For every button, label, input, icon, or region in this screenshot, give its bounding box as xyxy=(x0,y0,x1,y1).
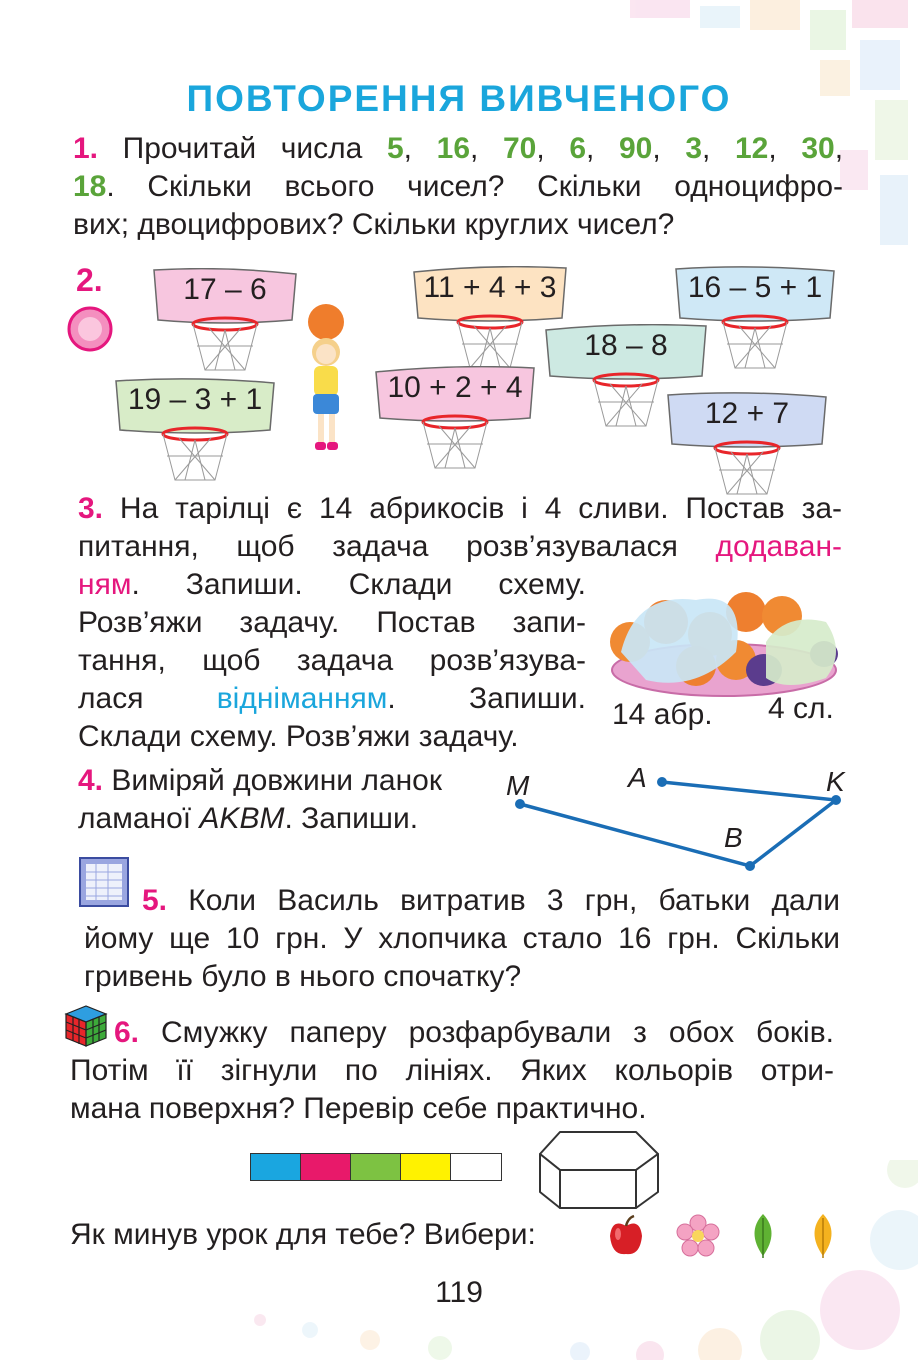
task-number: 5. xyxy=(142,884,168,917)
expression-card xyxy=(372,366,538,478)
task-3-continued: ням. Запиши. Склади схему. Розв’яжи задачу. Постав запи- тання, щоб задача розв’язува- лася відніманням. Запиши. Склади схему. Розв’яжи задачу. xyxy=(78,568,586,753)
girl-basketball-illustration xyxy=(296,300,356,460)
point-a xyxy=(657,777,667,787)
label-a: A xyxy=(628,762,647,793)
expression-card xyxy=(150,268,300,380)
rubiks-cube-icon xyxy=(62,1004,110,1048)
strip-segment xyxy=(350,1153,402,1181)
broken-line-akbm xyxy=(500,760,860,880)
expression-card xyxy=(664,392,830,504)
task-number: 1. xyxy=(73,132,99,165)
task-number: 2. xyxy=(76,262,103,298)
expression-text: 12 + 7 xyxy=(704,397,790,430)
expression-text: 17 – 6 xyxy=(183,273,267,306)
task-4: 4. Виміряй довжини ланок ламаної AKBM. Запиши. xyxy=(78,764,442,835)
strip-segment xyxy=(250,1153,302,1181)
strip-segment xyxy=(300,1153,352,1181)
expression-text: 11 + 4 + 3 xyxy=(423,271,557,304)
label-k: K xyxy=(826,766,845,797)
expression-text: 10 + 2 + 4 xyxy=(387,371,523,404)
page-number: 119 xyxy=(435,1276,483,1309)
strip-segment xyxy=(400,1153,452,1181)
flower-icon[interactable] xyxy=(676,1214,720,1258)
task-3: 3. На тарілці є 14 абрикосів і 4 сливи. Постав за- питання, щоб задача розв’язувалася додаван- xyxy=(78,492,842,563)
task-6: 6. Смужку паперу розфарбували з обох боків. xyxy=(114,1016,834,1049)
task-5: 5. Коли Василь витратив 3 грн, батьки дали xyxy=(142,884,840,917)
yellow-leaf-icon[interactable] xyxy=(806,1212,840,1260)
task-number: 6. xyxy=(114,1016,140,1049)
notebook-icon xyxy=(78,856,130,908)
label-b: B xyxy=(724,822,743,853)
apple-icon[interactable] xyxy=(606,1214,646,1258)
pair-work-icon xyxy=(67,306,113,352)
fruit-plate-illustration xyxy=(606,582,844,702)
task-1: 1. Прочитай числа 5, 16, 70, 6, 90, 3, 12, 30, 18. Скільки всього чисел? Скільки одноцифро- вих; двоцифрових? Скільки круглих чисел? xyxy=(73,132,844,241)
page-title: ПОВТОРЕННЯ ВИВЧЕНОГО xyxy=(186,78,732,119)
strip-segment xyxy=(450,1153,502,1181)
task-number: 4. xyxy=(78,764,104,797)
point-b xyxy=(745,861,755,871)
expression-text: 16 – 5 + 1 xyxy=(687,271,823,304)
self-evaluation-question: Як минув урок для тебе? Вибери: xyxy=(70,1218,536,1251)
task-5-continued: йому ще 10 грн. У хлопчика стало 16 грн. Скільки гривень було в нього спочатку? xyxy=(84,922,840,993)
label-m: M xyxy=(506,770,530,801)
expression-text: 18 – 8 xyxy=(584,329,668,362)
task-number: 3. xyxy=(78,492,104,525)
folded-strip-diagram xyxy=(538,1128,662,1212)
caption-plums: 4 сл. xyxy=(768,692,834,725)
green-leaf-icon[interactable] xyxy=(746,1212,780,1260)
caption-apricots: 14 абр. xyxy=(612,698,713,731)
expression-card xyxy=(112,378,278,490)
task-6-continued: Потім її зігнули по лініях. Яких кольорів отри- мана поверхня? Перевір себе практично. xyxy=(70,1054,834,1125)
expression-text: 19 – 3 + 1 xyxy=(127,383,263,416)
